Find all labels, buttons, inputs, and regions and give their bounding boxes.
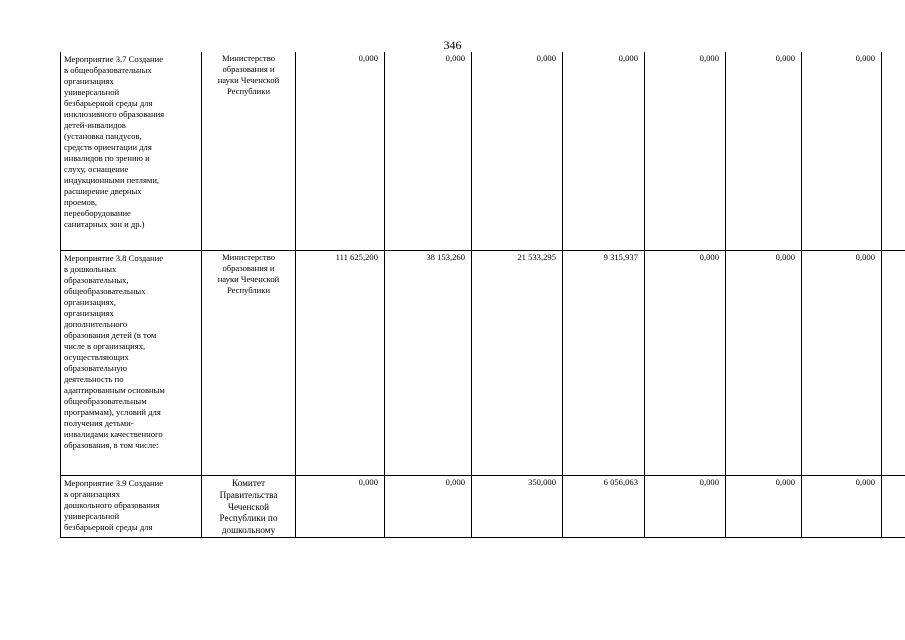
executor-cell: Комитет Правительства Чеченской Республики по дошкольному (202, 476, 296, 538)
value-cell: 0,000 (472, 52, 563, 251)
value-cell: 0,000 (645, 251, 726, 476)
executor-cell: Министерство образования и науки Чеченской Республики (202, 52, 296, 251)
executor-cell: Министерство образования и науки Чеченской Республики (202, 251, 296, 476)
value-cell: 0,000 (726, 52, 802, 251)
value-cell: 0,000 (645, 52, 726, 251)
value-cell: 38 153,260 (385, 251, 472, 476)
empty-cell (882, 251, 905, 476)
activity-description: Мероприятие 3.7 Создание в общеобразовательных организациях универсальной безбарьерной среды для инклюзивного образования детей-инвалидов (установка пандусов, средств ориентации для инвалидов по зрению и слуху, оснащение индукционными петлями, расширение дверных проемов, переоборудование санитарных зон и др.) (61, 52, 202, 251)
value-cell: 9 315,937 (563, 251, 645, 476)
empty-cell (882, 476, 905, 538)
value-cell: 0,000 (296, 52, 385, 251)
value-cell: 21 533,295 (472, 251, 563, 476)
activity-description: Мероприятие 3.9 Создание в организациях дошкольного образования универсальной безбарьерной среды для (61, 476, 202, 538)
empty-cell (882, 52, 905, 251)
value-cell: 0,000 (385, 476, 472, 538)
activity-description: Мероприятие 3.8 Создание в дошкольных образовательных, общеобразовательных организациях, организациях дополнительного образования детей (в том числе в организациях, осуществляющих образовательную деятельность по адаптированным основным общеобразовательным программам), условий для получения детьми- инвалидами качественного образования, в том числе: (61, 251, 202, 476)
value-cell: 0,000 (296, 476, 385, 538)
table-row (61, 251, 905, 476)
value-cell: 6 056,063 (563, 476, 645, 538)
value-cell: 0,000 (563, 52, 645, 251)
value-cell: 350,000 (472, 476, 563, 538)
page-number: 346 (443, 38, 462, 52)
budget-table (60, 52, 905, 538)
value-cell: 0,000 (385, 52, 472, 251)
table-row (61, 52, 905, 251)
value-cell: 0,000 (802, 52, 882, 251)
value-cell: 0,000 (802, 251, 882, 476)
value-cell: 0,000 (802, 476, 882, 538)
value-cell: 0,000 (726, 476, 802, 538)
value-cell: 0,000 (726, 251, 802, 476)
value-cell: 0,000 (645, 476, 726, 538)
value-cell: 111 625,200 (296, 251, 385, 476)
table-row (61, 476, 905, 538)
